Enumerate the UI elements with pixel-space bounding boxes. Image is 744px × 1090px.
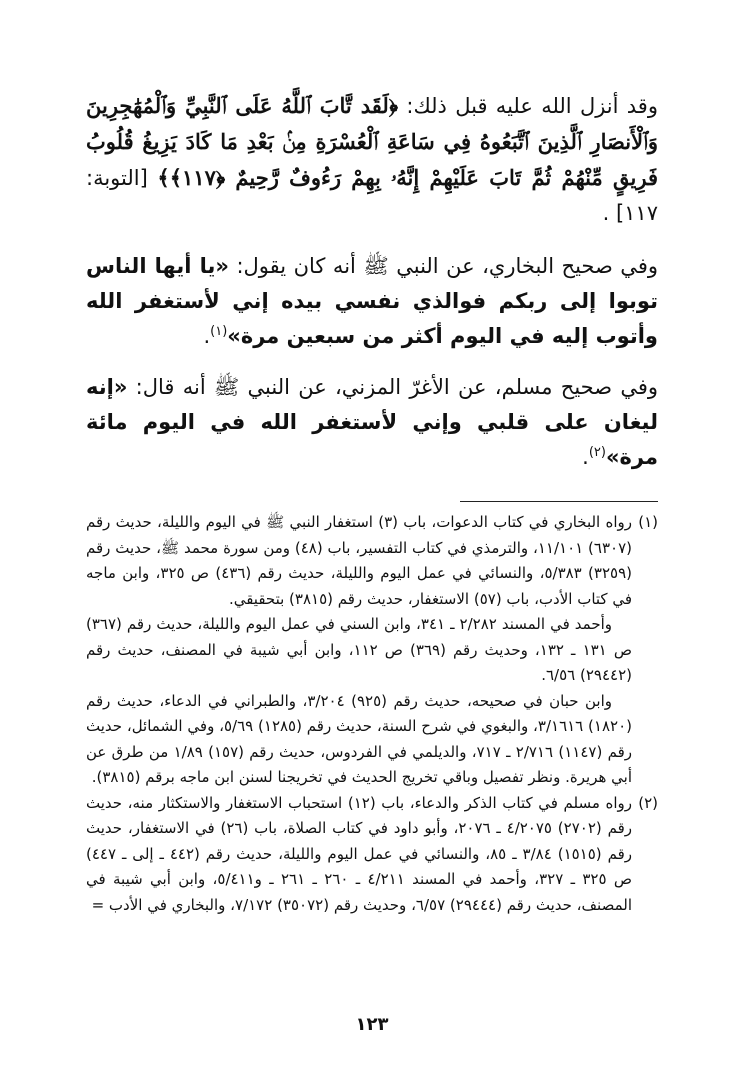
footnote-2-text: رواه مسلم في كتاب الذكر والدعاء، باب (١٢) استحباب الاستغفار والاستكثار منه، حديث رقم (٢٧٠٢) ٤/٢٠٧٥ ـ ٢٠٧٦، وأبو داود في كتاب الصلاة، باب (٢٦) في الاستغفار، حديث رقم (١٥١٥) ٣/٨٤ ـ ٨٥، والنسائي في عمل اليوم والليلة، حديث رقم (٤٤٢ ـ إلى ـ ٤٤٧) ص ٣٢٥ ـ ٣٢٧، وأحمد في المسند ٤/٢١١ ـ ٢٦٠ ـ ٢٦١ ـ و٥/٤١١، وابن أبي شيبة في المصنف، حديث رقم (٢٩٤٤٤) ٦/٥٧، وحديث رقم (٣٥٠٧٢) ٧/١٧٢، والبخاري في الأدب = — [86, 793, 632, 914]
footnote-2-number: (٢) — [638, 793, 658, 812]
verse-paragraph — [86, 88, 658, 231]
bukhari-hadith: «يا أيها الناس توبوا إلى ربكم فوالذي نفسي بيده إني لأستغفر الله وأتوب إليه في اليوم أكثر من سبعين مرة» — [86, 254, 658, 348]
muslim-hadith: «إنه ليغان على قلبي وإني لأستغفر الله في اليوم مائة مرة» — [86, 375, 658, 469]
bukhari-end: . — [203, 324, 211, 348]
muslim-paragraph — [86, 370, 658, 475]
footnote-divider — [460, 501, 658, 502]
muslim-intro: وفي صحيح مسلم، عن الأغرّ المزني، عن النبي ﷺ أنه قال: — [135, 375, 658, 399]
footnote-1-number: (١) — [638, 513, 658, 531]
page-number: ١٢٣ — [355, 1014, 389, 1035]
footnote-1-continuation: وأحمد في المسند ٢/٢٨٢ ـ ٣٤١، وابن السني في عمل اليوم والليلة، حديث رقم (٣٦٧) ص ١٣١ ـ ١٣٢، وحديث رقم (٣٦٩) ص ١١٢، وابن أبي شيبة في المصنف، حديث رقم (٢٩٤٤٢) ٦/٥٦. — [86, 615, 632, 684]
verse-intro: وقد أنزل الله عليه قبل ذلك: — [406, 94, 658, 118]
footnotes — [86, 510, 658, 918]
bukhari-paragraph — [86, 249, 658, 354]
footnote-2 — [86, 791, 658, 919]
footnote-marker-1[interactable]: (١) — [210, 324, 228, 339]
footnote-marker-2[interactable]: (٢) — [588, 445, 606, 460]
footnote-1-text: رواه البخاري في كتاب الدعوات، باب (٣) استغفار النبي ﷺ في اليوم والليلة، حديث رقم (٦٣٠٧) ١١/١٠١، والترمذي في كتاب التفسير، باب (٤٨) ومن سورة محمد ﷺ، حديث رقم (٣٢٥٩) ٥/٣٨٣، والنسائي في عمل اليوم والليلة، حديث رقم (٤٣٦) ص ٣٢٥، وابن ماجه في كتاب الأدب، باب (٥٧) الاستغفار، حديث رقم (٣٨١٥) بتحقيقي. — [86, 513, 632, 608]
footnote-1 — [86, 510, 658, 612]
quran-verse: ﴿لَقَد تَّابَ ٱللَّهُ عَلَى ٱلنَّبِيِّ وَٱلْمُهَٰجِرِينَ وَٱلْأَنصَارِ ٱلَّذِينَ ٱتَّبَعُوهُ فِي سَاعَةِ ٱلْعُسْرَةِ مِنۢ بَعْدِ مَا كَادَ يَزِيغُ قُلُوبُ فَرِيقٍ مِّنْهُمْ ثُمَّ تَابَ عَلَيْهِمْ إِنَّهُۥ بِهِمْ رَءُوفٌ رَّحِيمٌ ﴿١١٧﴾﴾ — [86, 93, 658, 190]
verse-reference: [التوبة: ١١٧] . — [86, 166, 658, 225]
muslim-end: . — [582, 445, 589, 469]
bukhari-intro: وفي صحيح البخاري، عن النبي ﷺ أنه كان يقول: — [236, 254, 658, 278]
footnote-1-continuation-2: وابن حبان في صحيحه، حديث رقم (٩٢٥) ٣/٢٠٤، والطبراني في الدعاء، حديث رقم (١٨٢٠) ٣/١٦١٦، والبغوي في شرح السنة، حديث رقم (١٢٨٥) ٥/٦٩، وفي الشمائل، حديث رقم (١١٤٧) ٢/٧١٦ ـ ٧١٧، والديلمي في الفردوس، حديث رقم (١٥٧) ١/٨٩ من طرق عن أبي هريرة. ونظر تفصيل وباقي تخريج الحديث في تخريجنا لسنن ابن ماجه برقم (٣٨١٥). — [86, 691, 633, 786]
